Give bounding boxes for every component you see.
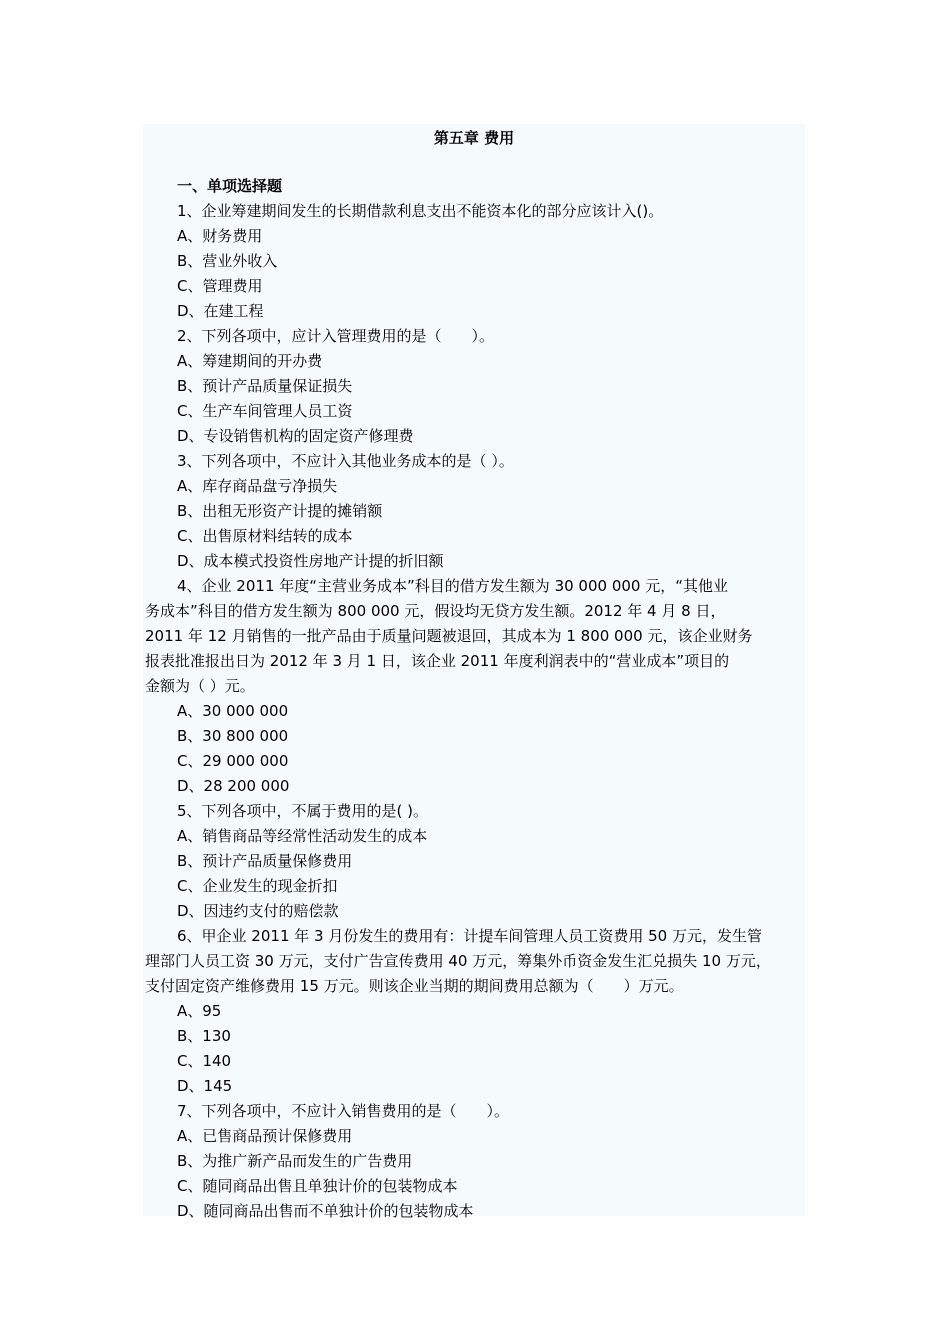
option-b: B、预计产品质量保证损失 xyxy=(177,377,353,395)
question-stem: 2、下列各项中，应计入管理费用的是（ ）。 xyxy=(177,327,495,345)
option-a: A、库存商品盘亏净损失 xyxy=(177,477,338,495)
question-stem-line: 6、甲企业 2011 年 3 月份发生的费用有：计提车间管理人员工资费用 50 万元，发生管 xyxy=(177,927,762,945)
question-2 xyxy=(145,324,813,449)
question-stem: 1、企业筹建期间发生的长期借款利息支出不能资本化的部分应该计入()。 xyxy=(177,202,664,220)
question-stem-line: 4、企业 2011 年度“主营业务成本”科目的借方发生额为 30 000 000 元，“其他业 xyxy=(177,577,728,595)
option-b: B、出租无形资产计提的摊销额 xyxy=(177,502,383,520)
option-a: A、销售商品等经常性活动发生的成本 xyxy=(177,827,428,845)
option-c: C、企业发生的现金折扣 xyxy=(177,877,338,895)
question-stem-line: 支付固定资产维修费用 15 万元。则该企业当期的期间费用总额为（ ）万元。 xyxy=(145,977,684,995)
option-d: D、因违约支付的赔偿款 xyxy=(177,902,339,920)
option-a: A、30 000 000 xyxy=(177,702,289,720)
option-c: C、随同商品出售且单独计价的包装物成本 xyxy=(177,1177,458,1195)
option-b: B、预计产品质量保修费用 xyxy=(177,852,353,870)
question-stem: 5、下列各项中，不属于费用的是( )。 xyxy=(177,802,429,820)
option-d: D、28 200 000 xyxy=(177,777,290,795)
option-c: C、29 000 000 xyxy=(177,752,289,770)
question-7 xyxy=(145,1099,813,1224)
question-1 xyxy=(145,199,813,324)
document-page xyxy=(143,124,805,1220)
chapter-title: 第五章 费用 xyxy=(433,129,515,147)
question-stem-line: 金额为（ ）元。 xyxy=(145,677,255,695)
option-b: B、为推广新产品而发生的广告费用 xyxy=(177,1152,413,1170)
question-5 xyxy=(145,799,813,924)
option-a: A、筹建期间的开办费 xyxy=(177,352,323,370)
option-b: B、130 xyxy=(177,1027,231,1045)
option-c: C、140 xyxy=(177,1052,232,1070)
section-heading: 一、单项选择题 xyxy=(177,177,283,195)
option-c: C、出售原材料结转的成本 xyxy=(177,527,353,545)
option-d: D、随同商品出售而不单独计价的包装物成本 xyxy=(177,1202,474,1220)
option-a: A、已售商品预计保修费用 xyxy=(177,1127,353,1145)
option-d: D、专设销售机构的固定资产修理费 xyxy=(177,427,414,445)
option-b: B、营业外收入 xyxy=(177,252,278,270)
question-list xyxy=(145,174,813,1224)
question-4 xyxy=(145,574,813,799)
question-stem-line: 2011 年 12 月销售的一批产品由于质量问题被退回，其成本为 1 800 000 元，该企业财务 xyxy=(145,627,753,645)
option-a: A、财务费用 xyxy=(177,227,263,245)
question-stem-line: 报表批准报出日为 2012 年 3 月 1 日，该企业 2011 年度利润表中的“营业成本”项目的 xyxy=(145,652,730,670)
question-stem: 3、下列各项中，不应计入其他业务成本的是（ ）。 xyxy=(177,452,514,470)
option-c: C、生产车间管理人员工资 xyxy=(177,402,353,420)
option-d: D、成本模式投资性房地产计提的折旧额 xyxy=(177,552,444,570)
option-c: C、管理费用 xyxy=(177,277,263,295)
question-stem-line: 理部门人员工资 30 万元，支付广告宣传费用 40 万元，筹集外币资金发生汇兑损失 10 万元， xyxy=(145,952,771,970)
question-stem: 7、下列各项中，不应计入销售费用的是（ ）。 xyxy=(177,1102,510,1120)
option-d: D、145 xyxy=(177,1077,233,1095)
question-stem-line: 务成本”科目的借方发生额为 800 000 元，假设均无贷方发生额。2012 年 4 月 8 日， xyxy=(145,602,726,620)
option-a: A、95 xyxy=(177,1002,222,1020)
question-3 xyxy=(145,449,813,574)
option-b: B、30 800 000 xyxy=(177,727,289,745)
question-6 xyxy=(145,924,813,1099)
option-d: D、在建工程 xyxy=(177,302,264,320)
